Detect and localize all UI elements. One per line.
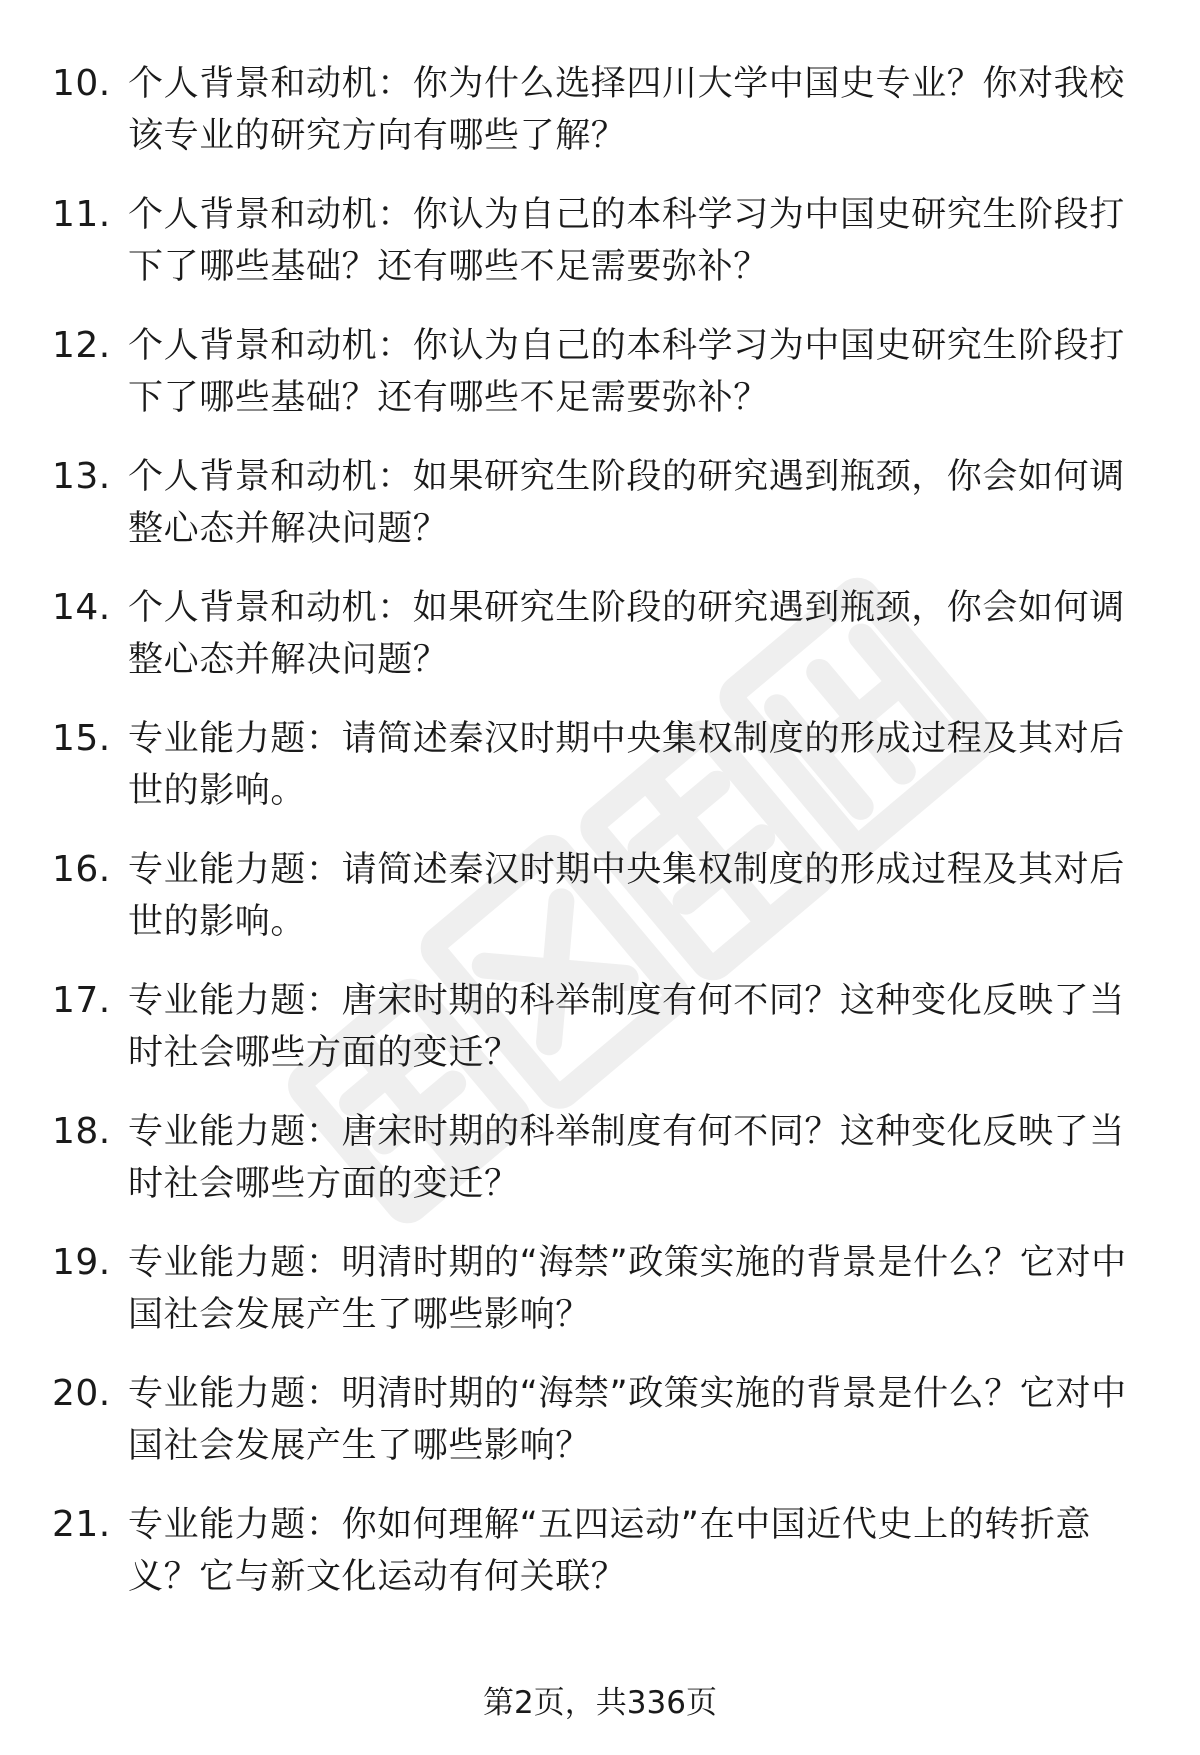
question-item [0,713,1200,844]
page-footer [0,1683,1200,1723]
question-text: 个人背景和动机：你为什么选择四川大学中国史专业？你对我校该专业的研究方向有哪些了解？ [128,64,1125,156]
question-number: 15. [52,718,111,759]
question-number: 21. [52,1504,111,1545]
question-item [0,1237,1200,1368]
question-number: 17. [52,980,111,1021]
question-item [0,844,1200,975]
question-item [0,1368,1200,1499]
question-text: 专业能力题：明清时期的“海禁”政策实施的背景是什么？它对中国社会发展产生了哪些影响？ [128,1374,1127,1466]
question-number: 11. [52,194,111,235]
question-item [0,1106,1200,1237]
question-number: 19. [52,1242,111,1283]
question-item [0,189,1200,320]
question-text: 专业能力题：唐宋时期的科举制度有何不同？这种变化反映了当时社会哪些方面的变迁？ [128,1112,1125,1204]
page-number-label: 第2页，共336页 [483,1685,717,1721]
question-text: 专业能力题：明清时期的“海禁”政策实施的背景是什么？它对中国社会发展产生了哪些影响？ [128,1243,1127,1335]
question-text: 专业能力题：唐宋时期的科举制度有何不同？这种变化反映了当时社会哪些方面的变迁？ [128,981,1125,1073]
question-number: 18. [52,1111,111,1152]
question-list [0,58,1200,1630]
question-number: 10. [52,63,111,104]
question-text: 个人背景和动机：如果研究生阶段的研究遇到瓶颈，你会如何调整心态并解决问题？ [128,457,1125,549]
question-text: 专业能力题：请简述秦汉时期中央集权制度的形成过程及其对后世的影响。 [128,719,1125,811]
question-item [0,975,1200,1106]
question-item [0,451,1200,582]
question-text: 专业能力题：你如何理解“五四运动”在中国近代史上的转折意义？它与新文化运动有何关联？ [128,1505,1092,1597]
question-text: 个人背景和动机：你认为自己的本科学习为中国史研究生阶段打下了哪些基础？还有哪些不足需要弥补？ [128,326,1125,418]
question-text: 专业能力题：请简述秦汉时期中央集权制度的形成过程及其对后世的影响。 [128,850,1125,942]
question-number: 12. [52,325,111,366]
question-item [0,582,1200,713]
question-text: 个人背景和动机：你认为自己的本科学习为中国史研究生阶段打下了哪些基础？还有哪些不足需要弥补？ [128,195,1125,287]
question-text: 个人背景和动机：如果研究生阶段的研究遇到瓶颈，你会如何调整心态并解决问题？ [128,588,1125,680]
question-number: 13. [52,456,111,497]
question-number: 20. [52,1373,111,1414]
question-number: 14. [52,587,111,628]
question-item [0,1499,1200,1630]
question-item [0,58,1200,189]
question-item [0,320,1200,451]
question-number: 16. [52,849,111,890]
